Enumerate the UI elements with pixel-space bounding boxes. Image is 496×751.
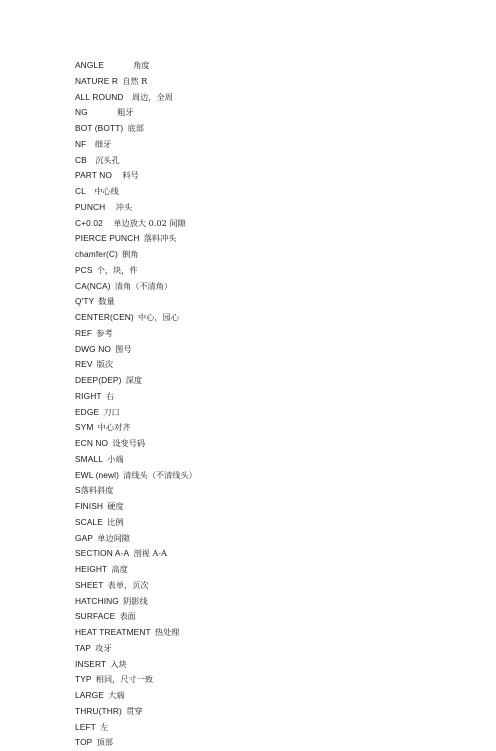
term-glossary-list [75,58,197,751]
term-english: CL [75,186,86,196]
glossary-entry [75,231,197,247]
term-chinese: 刀口 [103,406,120,417]
term-chinese: 小端 [107,453,124,464]
term-chinese: 表单，页次 [107,579,149,590]
term-chinese: 表面 [119,611,136,622]
term-english: PCS [75,264,93,275]
term-chinese: 热处理 [154,627,180,637]
term-spacer [88,108,117,117]
term-chinese: 数量 [98,296,115,307]
term-chinese: 中心，园心 [137,312,179,322]
term-english: EWL (newl) [75,469,119,480]
term-english: SHEET [75,579,104,590]
term-chinese: 右 [105,390,114,401]
term-english: PART NO [75,170,112,181]
term-chinese: 贯穿 [126,705,143,716]
term-english: DWG NO [75,343,111,354]
term-english: C+0.02 [75,217,103,228]
term-english: GAP [75,532,93,543]
term-spacer [86,140,94,149]
term-chinese: 中心线 [94,186,119,196]
term-english: NATURE R [75,75,118,86]
term-english: ANGLE [75,60,104,70]
glossary-entry [75,483,197,499]
glossary-entry [75,373,197,389]
glossary-entry [75,452,197,468]
term-chinese: 粗牙 [117,107,134,118]
glossary-entry [75,90,197,106]
term-chinese: 顶部 [96,737,113,748]
term-chinese: 单边放大 0.02 间隙 [113,217,186,228]
term-chinese: 高度 [111,564,128,574]
term-english: LEFT [75,721,96,732]
term-english: HATCHING [75,595,119,606]
term-chinese: 清线头（不清线头） [123,469,197,480]
glossary-entry [75,515,197,531]
glossary-entry [75,58,197,74]
term-english: ECN NO [75,438,109,448]
glossary-entry [75,279,197,295]
term-chinese: 自然 R [122,75,148,86]
term-chinese: 个，块，件 [96,264,138,275]
term-spacer [112,171,122,180]
term-english: BOT (BOTT) [75,123,124,133]
term-english: PUNCH [75,201,106,212]
term-english: DEEP(DEP) [75,375,122,385]
term-english: REF [75,327,93,338]
glossary-entry [75,168,197,184]
glossary-entry [75,657,197,673]
term-chinese: 设变号码 [112,438,146,448]
term-chinese: 版次 [96,359,114,370]
term-chinese: 冲头 [115,201,133,212]
term-english: SMALL [75,453,103,464]
term-english: NG [75,107,88,118]
term-english: ALL ROUND [75,91,124,102]
glossary-entry [75,594,197,610]
term-chinese: 相同，尺寸一致 [95,674,154,685]
term-spacer [87,156,95,165]
term-english: EDGE [75,406,100,417]
term-spacer [103,219,113,228]
glossary-entry [75,247,197,263]
glossary-entry [75,420,197,436]
glossary-entry [75,405,197,421]
glossary-entry [75,357,197,373]
term-spacer [104,61,133,70]
term-english: FINISH [75,501,104,511]
glossary-entry [75,499,197,515]
glossary-entry [75,641,197,657]
glossary-entry [75,531,197,547]
term-chinese: 角度 [133,60,150,70]
term-chinese: 沉头孔 [95,154,120,165]
term-english: CA(NCA) [75,280,111,291]
term-english: INSERT [75,658,107,669]
term-chinese: 落料冲头 [143,233,177,244]
term-english: SECTION A-A [75,548,130,559]
term-chinese: 单边间隙 [97,532,130,543]
term-english: CB [75,154,87,165]
term-english: NF [75,138,87,149]
glossary-entry [75,216,197,232]
term-english: HEAT TREATMENT [75,627,151,637]
glossary-entry [75,342,197,358]
term-chinese: 攻牙 [95,642,112,653]
term-chinese: 深度 [125,375,143,385]
glossary-entry [75,735,197,751]
glossary-entry [75,153,197,169]
glossary-entry [75,720,197,736]
glossary-entry [75,184,197,200]
term-chinese: 左 [100,721,109,732]
term-english: THRU(THR) [75,705,122,716]
term-chinese: 细牙 [94,138,112,149]
term-english: SCALE [75,516,103,527]
term-english: SURFACE [75,611,116,622]
glossary-entry [75,263,197,279]
term-chinese: 中心对齐 [97,422,131,433]
glossary-entry [75,468,197,484]
glossary-entry [75,672,197,688]
term-spacer [105,203,115,212]
term-english: TOP [75,737,93,748]
glossary-entry [75,105,197,121]
term-chinese: 落料斜度 [80,485,114,496]
glossary-entry [75,121,197,137]
glossary-entry [75,294,197,310]
glossary-entry [75,609,197,625]
term-english: HEIGHT [75,564,108,574]
glossary-entry [75,688,197,704]
glossary-entry [75,310,197,326]
glossary-entry [75,74,197,90]
term-chinese: 图号 [115,343,132,354]
term-chinese: 剖视 A-A [133,548,167,559]
term-english: LARGE [75,690,104,700]
term-english: CENTER(CEN) [75,312,134,322]
term-english: S [75,485,81,496]
term-chinese: 倒角 [122,249,139,259]
term-chinese: 比例 [107,516,124,527]
glossary-entry [75,326,197,342]
term-chinese: 料号 [122,170,139,181]
term-chinese: 周边，全周 [131,91,173,102]
glossary-entry [75,704,197,720]
term-chinese: 阴影线 [123,595,148,606]
term-english: TAP [75,642,91,653]
glossary-entry [75,389,197,405]
term-chinese: 入块 [110,658,127,669]
glossary-entry [75,625,197,641]
term-english: PIERCE PUNCH [75,233,140,244]
glossary-entry [75,436,197,452]
glossary-entry [75,578,197,594]
term-english: SYM [75,422,94,433]
term-chinese: 大端 [108,690,125,700]
term-spacer [124,93,132,102]
glossary-entry [75,200,197,216]
term-english: RIGHT [75,390,102,401]
glossary-entry [75,546,197,562]
term-english: TYP [75,674,92,685]
term-english: REV [75,359,93,370]
glossary-entry [75,137,197,153]
term-chinese: 参考 [96,327,113,338]
term-english: Q'TY [75,296,95,307]
term-chinese: 底部 [127,123,144,133]
term-chinese: 清角（不清角） [114,280,173,291]
term-english: chamfer(C) [75,249,118,259]
term-chinese: 硬度 [107,501,124,511]
glossary-entry [75,562,197,578]
